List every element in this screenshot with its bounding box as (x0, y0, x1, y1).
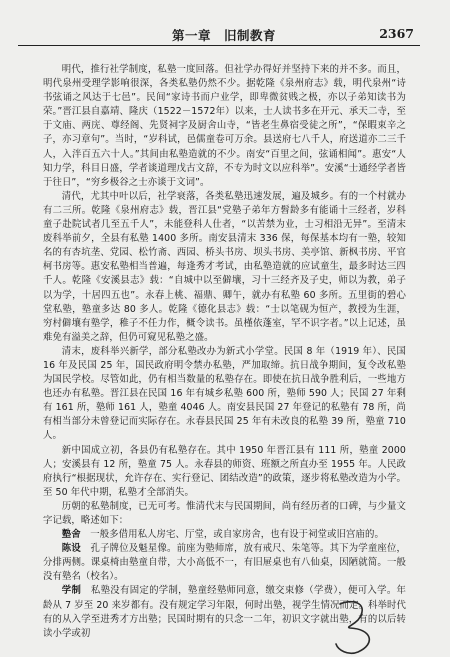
body-text (43, 63, 406, 645)
term-xuezhi: 学制 (61, 585, 82, 597)
chapter-title: 第一章 旧制教育 (172, 28, 277, 43)
paragraph-ming: 明代，推行社学制度，私塾一度回落。但社学办得好并坚持下来的并不多。而且，明代泉州受理学影响很深，各类私塾仍然不少。据乾隆《泉州府志》载，明代泉州“诗书弦诵之风达于七邑”。民间“家诗书而户业学，即卑微贫贱之极，亦以子弟知读书为荣。”晋江县自嘉靖、隆庆（1522－1572年）以来，士人读书多在开元、承天二寺，至于文庙、两庑、尊经阁、先贤祠字及厨舍山寺，“皆老生鼻宿受徒之所”，“保暇束辛之子，亦习章句”。当时，“岁科试，邑儒童卷可万余。县送府七八千人，府送道亦二三千人，入泮百五六十人。”其间由私塾造就的不少。南安“百里之间，弦诵相闻”。惠安“人知力学，科目日盛，学者谈道理戊古文辞，不专为时文以应科举”。安溪“士通经学者皆于往日”，“穷乡极谷之士亦谈于文词”。 (43, 64, 406, 188)
page-number: 2367 (379, 26, 414, 41)
paragraph-chenshe (43, 542, 406, 584)
text-chenshe: 孔子牌位及魁星像。前座为塾师席，放有戒尺、朱笔等。其下为学童座位，分排两侧。课桌椅由塾童自带，大小高低不一，有旧屉桌也有八仙桌，因陋就简。一般没有塾名（校名）。 (43, 543, 406, 583)
handwritten-page-mark (332, 598, 378, 656)
paragraph-shushe (43, 528, 406, 542)
paragraph-qing: 清代，尤其中叶以后，社学衰落，各类私塾迅速发展，遍及城乡。有的一个村就办有二三所。乾隆《泉州府志》载，晋江县“党塾子弟年方髫龄多有能诵十三经者，岁科童子赴院试者几至五千人”，未能登科人仕者，“以苦禁为业，士习相沿无异”。至清末废科举前夕，全县有私塾 1400 多所。南安县清末 336 保，每保基本均有一塾，较知名的有杏坑垄、党园、松竹斋、西园、桥头书房、坝头书房、美亭馆、新枫书房、平官柯书房等。惠安私塾相当普遍，每逢秀才考试，由私塾造就的应试童生，最多时达三四千人。乾隆《安溪县志》载：“自城中以至僻壤，习十三经齐及子史，师以为教，弟子以为学，十居四五也”。永春上桃、福鼎、卿午，就办有私塾 60 多所。五里街的碧心堂私塾，塾童多达 80 多人。乾隆《德化县志》载：“士以笔砚为恒产，教授为生涯，穷村僻壤有塾学，稚子不任力作，概令读书。虽槿依蓬室，罕不识字者。”以上记述，虽难免有溢美之辞，但仍可窥见私塾之盛。 (43, 190, 406, 343)
text-xuezhi: 私塾没有固定的学制，塾童经塾师同意，缴交束修（学费），便可入学。年龄从 7 岁至 20 来岁都有。没有规定学习年限，何时出塾，视学生情况而定。科举时代有的从入学至进秀才方出塾；民国时期有的只念一二年，初识文字就出塾，有的以后转读小学或初 (43, 585, 406, 639)
paragraph-late-qing: 清末，废科举兴新学，部分私塾改办为新式小学堂。民国 8 年（1919 年）、民国 16 年及民国 25 年，国民政府明令禁办私塾，严加取缔。抗日战争期间，复令改私塾为国民学校。尽管如此，仍有相当数量的私塾存在。即使在抗日战争胜利后，一些地方也还办有私塾。晋江县在民国 16 年有城乡私塾 600 所，塾师 590 人；民国 27 年剩有 161 所，塾师 161 人，塾童 4046 人。南安县民国 27 年登记的私塾有 78 所，尚有相当部分未曾登记而实际存在。永春县民国 25 年有未改良的私塾 39 所，塾童 710 人。 (43, 345, 406, 442)
running-header (20, 24, 414, 46)
header-rule (18, 45, 420, 46)
term-shushe: 塾舍 (61, 529, 81, 541)
paragraph-summary: 历朝的私塾制度，已无可考。惟清代末与民国期间，尚有经历者的口碑，与少量文字记载，略述如下： (43, 500, 406, 526)
term-chenshe: 陈设 (61, 543, 81, 555)
paragraph-new-china: 新中国成立初，各县仍有私塾存在。其中 1950 年晋江县有 111 所，塾童 2000 人；安溪县有 12 所，塾童 75 人。永春县的师资、班额之所直办至 1955 年。人民政府执行“根据现状，允许存在、实行登记、团结改造”的政策，逐步将私塾改造为小学。至 50 年代中期，私塾才全部消失。 (43, 444, 406, 498)
text-shushe: 一般多借用私人房宅、厅堂，或自家房舍，也有设于祠堂或旧宫庙的。 (90, 529, 384, 541)
